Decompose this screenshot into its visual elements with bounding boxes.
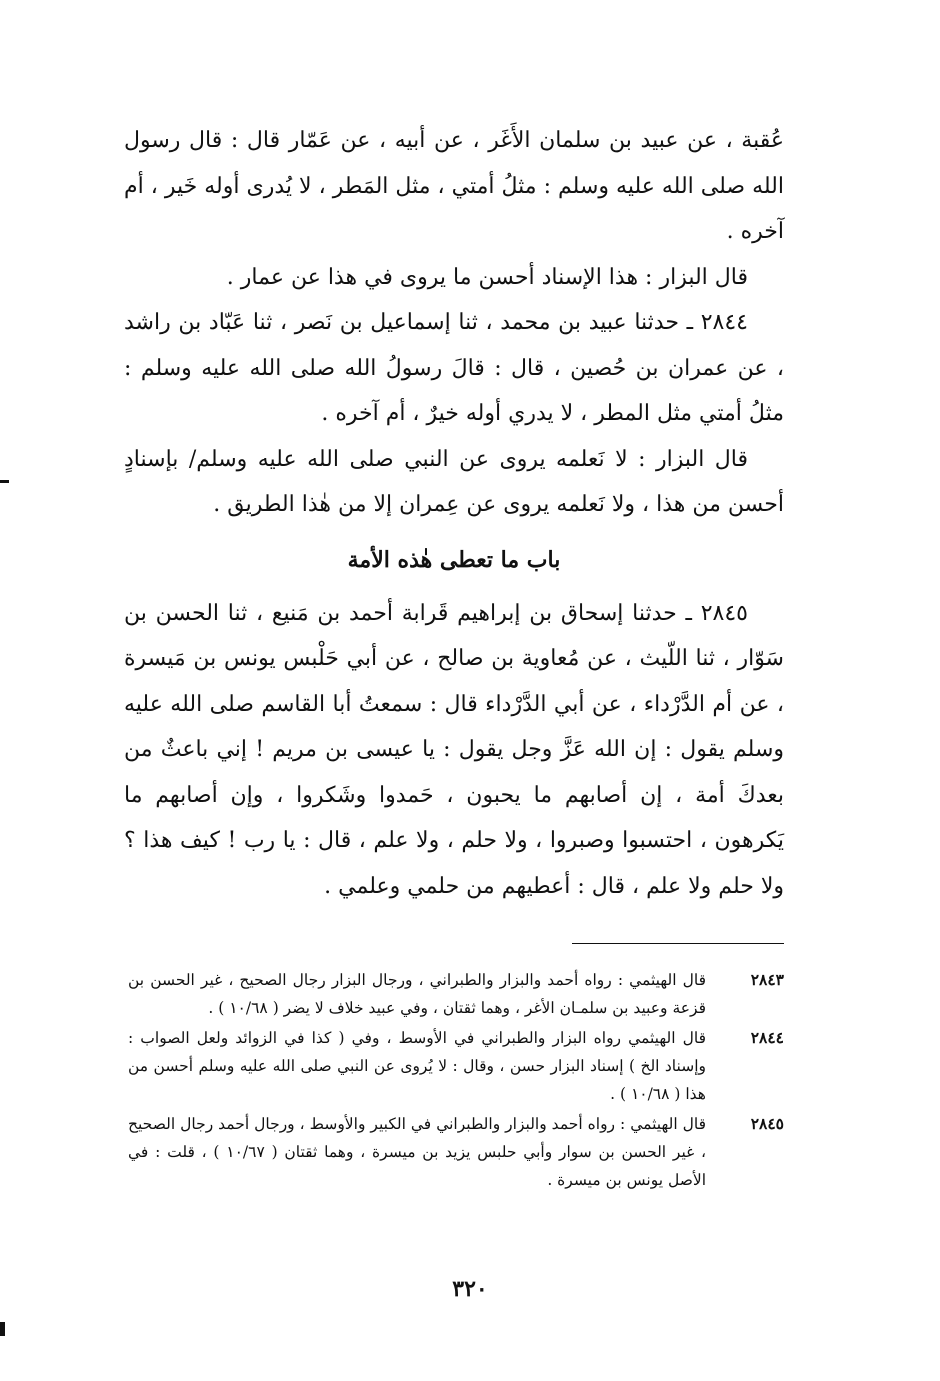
footnote-text: قال الهيثمي : رواه أحمد والبزار والطبراني في الكبير والأوسط ، ورجال أحمد رجال الصحيح ، غير الحسن بن سوار وأبي حلبس يزيد بن ميسرة ، وهما ثقتان ( ١٠/٦٧ ) ، قلت : في الأصل يونس بن ميسرة .: [128, 1115, 707, 1189]
main-text: [124, 118, 784, 909]
paragraph-bazzar-note-2: قال البزار : لا نَعلمه يروى عن النبي صلى الله عليه وسلم/ بإسنادٍ أحسن من هذا ، ولا نَعلمه يروى عن عِمران إلا من هٰذا الطريق .: [124, 446, 784, 517]
scan-margin-mark: [0, 1322, 5, 1336]
paragraph-bazzar-note-1: قال البزار : هذا الإسناد أحسن ما يروى في هذا عن عمار .: [226, 264, 748, 290]
chapter-heading: باب ما تعطى هٰذه الأمة: [347, 546, 561, 573]
hadith-2844: ٢٨٤٤ ـ حدثنا عبيد بن محمد ، ثنا إسماعيل بن نَصر ، ثنا عَبّاد بن راشد ، عن عمران بن حُصين ، قال : قالَ رسولُ الله صلى الله عليه وسلم : مثلُ أمتي مثل المطر ، لا يدري أوله خيرٌ ، أم آخره .: [124, 310, 784, 426]
paragraph-continuation: عُقبة ، عن عبيد بن سلمان الأَغَر ، عن أبيه ، عن عَمّار قال : قال رسول الله صلى الله عليه وسلم : مثلُ أمتي ، مثل المَطر ، لا يُدرى أوله خَير ، أم آخره .: [124, 128, 784, 244]
footnote-separator: [572, 943, 784, 944]
footnote-number: ٢٨٤٤: [750, 1028, 784, 1047]
footnote-text: قال الهيثمي رواه البزار والطبراني في الأوسط ، وفي ( كذا في الزوائد ولعل الصواب : وإسناد الخ ) إسناد البزار حسن ، وقال : لا يُروى عن النبي صلى الله عليه وسلم أحسن من هذا ( ١٠/٦٨ ) .: [128, 1029, 706, 1103]
footnote-text: قال الهيثمي : رواه أحمد والبزار والطبراني ، ورجال البزار رجال الصحيح ، غير الحسن بن قزعة وعبيد بن سلمـان الأغر ، وهما ثقتان ، وفي عبيد خلاف لا يضر ( ١٠/٦٨ ) .: [128, 971, 706, 1017]
footnotes: [128, 966, 784, 1196]
scan-margin-mark: [0, 480, 9, 483]
footnote-number: ٢٨٤٥: [750, 1114, 784, 1133]
footnote-number: ٢٨٤٣: [750, 970, 784, 989]
page-number: ٣٢٠: [452, 1276, 488, 1302]
footnote-2845: [128, 1110, 784, 1194]
hadith-2845: ٢٨٤٥ ـ حدثنا إسحاق بن إبراهيم قَرابة أحمد بن مَنيع ، ثنا الحسن بن سَوّار ، ثنا اللّيث ، عن مُعاوية بن صالح ، عن أبي حَلْبس يونس بن مَيسرة ، عن أم الدَّرْداء ، عن أبي الدَّرْداء قال : سمعتُ أبا القاسم صلى الله عليه وسلم يقول : إن الله عَزَّ وجل يقول : يا عيسى بن مريم ! إني باعثٌ من بعدكَ أمة ، إن أصابهم ما يحبون ، حَمدوا وشَكروا ، وإن أصابهم ما يَكرهون ، احتسبوا وصبروا ، ولا حلم ، ولا علم ، قال : يا رب ! كيف هذا ؟ ولا حلم ولا علم ، قال : أعطيهم من حلمي وعلمي .: [124, 600, 784, 899]
footnote-2844: [128, 1024, 784, 1108]
footnote-2843: [128, 966, 784, 1022]
